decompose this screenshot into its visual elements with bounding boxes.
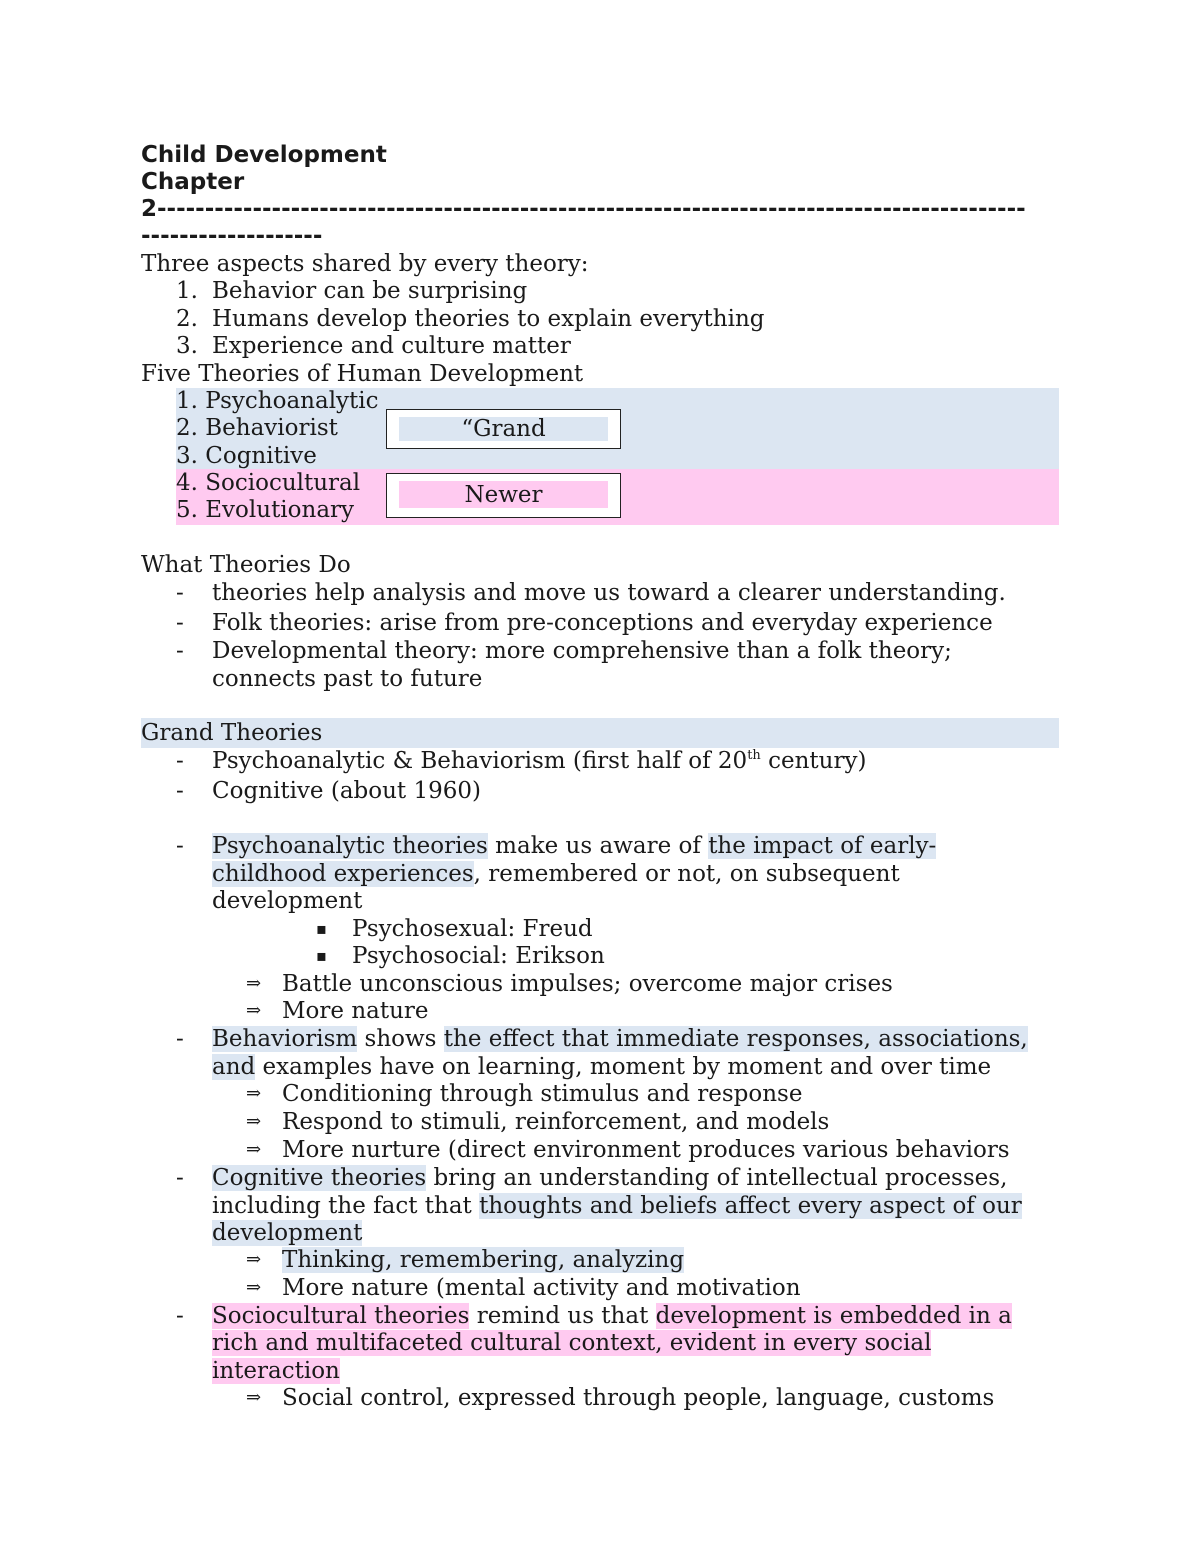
highlight: rich and multifaceted cultural context, evident in every social: [212, 1330, 932, 1356]
bullet-dash: -: [176, 778, 184, 804]
psychoanalytic-sub-2: Psychosocial: Erikson: [352, 943, 605, 969]
arrow-icon: ⇒: [246, 1387, 262, 1408]
theory-item-1: 1. Psychoanalytic: [176, 388, 379, 414]
what-theories-bullet-2: Folk theories: arise from pre-conceptions and everyday experience: [212, 610, 993, 636]
what-theories-heading: What Theories Do: [141, 552, 351, 578]
grand-bullet-1: [212, 747, 866, 775]
text-run: , remembered or not, on subsequent: [473, 861, 900, 887]
highlight: thoughts and beliefs affect every aspect of our: [479, 1193, 1022, 1219]
bullet-dash: -: [176, 748, 184, 774]
psychoanalytic-line-2: [212, 860, 900, 888]
arrow-icon: ⇒: [246, 1083, 262, 1104]
bullet-dash: -: [176, 580, 184, 606]
text-run: bring an understanding of intellectual processes,: [426, 1165, 1008, 1191]
chapter-label: Chapter: [141, 169, 245, 195]
psychoanalytic-sub-1: Psychosexual: Freud: [352, 916, 593, 942]
grand-bullet-1-tail: century): [760, 748, 867, 774]
arrow-icon: ⇒: [246, 1000, 262, 1021]
bullet-dash: -: [176, 1303, 184, 1329]
theory-item-5: 5. Evolutionary: [176, 497, 355, 523]
aspect-item-2-text: Humans develop theories to explain everything: [212, 306, 765, 332]
what-theories-bullet-3: Developmental theory: more comprehensive than a folk theory;: [212, 638, 952, 664]
theory-item-1-text: Psychoanalytic: [205, 388, 379, 414]
highlight: and: [212, 1054, 256, 1080]
psychoanalytic-arrow-2: More nature: [282, 998, 429, 1024]
arrow-icon: ⇒: [246, 1139, 262, 1160]
aspects-heading: Three aspects shared by every theory:: [141, 251, 589, 277]
behaviorism-arrow-1: Conditioning through stimulus and response: [282, 1081, 803, 1107]
text-run: shows: [357, 1026, 444, 1052]
theory-item-4-text: Sociocultural: [205, 470, 361, 496]
behaviorism-arrow-2: Respond to stimuli, reinforcement, and models: [282, 1109, 830, 1135]
cognitive-line-2: [212, 1192, 1022, 1220]
highlight: Behaviorism: [212, 1026, 358, 1052]
text-run: examples have on learning, moment by moment and over time: [255, 1054, 992, 1080]
newer-callout-label: Newer: [464, 481, 543, 508]
highlight: development is embedded in a: [655, 1303, 1012, 1329]
text-run: remind us that: [469, 1303, 656, 1329]
highlight: childhood experiences: [212, 861, 474, 887]
sociocultural-line-3: [212, 1357, 340, 1385]
grand-bullet-1-text: Psychoanalytic & Behaviorism (first half of 20: [212, 748, 748, 774]
chapter-rule: 2-------------------------------------------------------------------------------------------: [141, 196, 1026, 222]
grand-callout-box: [386, 409, 621, 449]
bullet-dash: -: [176, 638, 184, 664]
highlight: the effect that immediate responses, associations,: [443, 1026, 1028, 1052]
highlight: Psychoanalytic theories: [212, 833, 488, 859]
ordinal-suffix: th: [747, 748, 761, 763]
sociocultural-arrow-1: Social control, expressed through people, language, customs: [282, 1385, 995, 1411]
text-run: make us aware of: [487, 833, 709, 859]
behaviorism-arrow-3: More nurture (direct environment produces various behaviors: [282, 1137, 1010, 1163]
highlight: Sociocultural theories: [212, 1303, 470, 1329]
cognitive-arrow-1: [282, 1246, 684, 1274]
arrow-icon: ⇒: [246, 1111, 262, 1132]
what-theories-bullet-3-cont: connects past to future: [212, 666, 483, 692]
cognitive-line-3: [212, 1219, 362, 1247]
theory-item-3: 3. Cognitive: [176, 443, 317, 469]
bullet-dash: -: [176, 1165, 184, 1191]
sociocultural-line-1: [212, 1302, 1012, 1330]
arrow-icon: ⇒: [246, 1277, 262, 1298]
psychoanalytic-line-3: development: [212, 888, 363, 914]
sociocultural-line-2: [212, 1329, 931, 1357]
arrow-icon: ⇒: [246, 973, 262, 994]
bullet-dash: -: [176, 1026, 184, 1052]
square-bullet-icon: ▪: [316, 946, 327, 965]
what-theories-bullet-1: theories help analysis and move us toward a clearer understanding.: [212, 580, 1006, 606]
chapter-rule-continuation: -------------------: [141, 223, 323, 249]
theory-item-3-text: Cognitive: [205, 443, 317, 469]
arrow-icon: ⇒: [246, 1249, 262, 1270]
bullet-dash: -: [176, 833, 184, 859]
grand-bullet-2: Cognitive (about 1960): [212, 778, 481, 804]
theory-item-4: 4. Sociocultural: [176, 470, 361, 496]
aspect-item-2: 2.: [176, 306, 198, 332]
psychoanalytic-arrow-1: Battle unconscious impulses; overcome major crises: [282, 971, 893, 997]
cognitive-line-1: [212, 1164, 1007, 1192]
psychoanalytic-line-1: [212, 832, 936, 860]
aspect-item-3: 3.: [176, 333, 198, 359]
newer-callout-box: [386, 473, 621, 518]
highlight: Cognitive theories: [212, 1165, 427, 1191]
aspect-item-1: 1.: [176, 278, 198, 304]
bullet-dash: -: [176, 610, 184, 636]
grand-theories-heading: Grand Theories: [141, 720, 323, 746]
theory-item-5-text: Evolutionary: [205, 497, 355, 523]
highlight: interaction: [212, 1358, 340, 1384]
cognitive-arrow-2: More nature (mental activity and motivation: [282, 1275, 801, 1301]
aspect-item-3-text: Experience and culture matter: [212, 333, 571, 359]
behaviorism-line-2: [212, 1053, 991, 1081]
aspect-item-1-text: Behavior can be surprising: [212, 278, 528, 304]
document-title: Child Development: [141, 142, 387, 168]
text-run: including the fact that: [212, 1193, 480, 1219]
highlight: the impact of early-: [708, 833, 937, 859]
highlight: Thinking, remembering, analyzing: [282, 1247, 685, 1273]
highlight: development: [212, 1220, 363, 1246]
five-theories-heading: Five Theories of Human Development: [141, 361, 584, 387]
grand-callout-label: “Grand: [461, 416, 546, 442]
behaviorism-line-1: [212, 1025, 1028, 1053]
theory-item-2-text: Behaviorist: [205, 415, 338, 441]
theory-item-2: 2. Behaviorist: [176, 415, 338, 441]
square-bullet-icon: ▪: [316, 919, 327, 938]
